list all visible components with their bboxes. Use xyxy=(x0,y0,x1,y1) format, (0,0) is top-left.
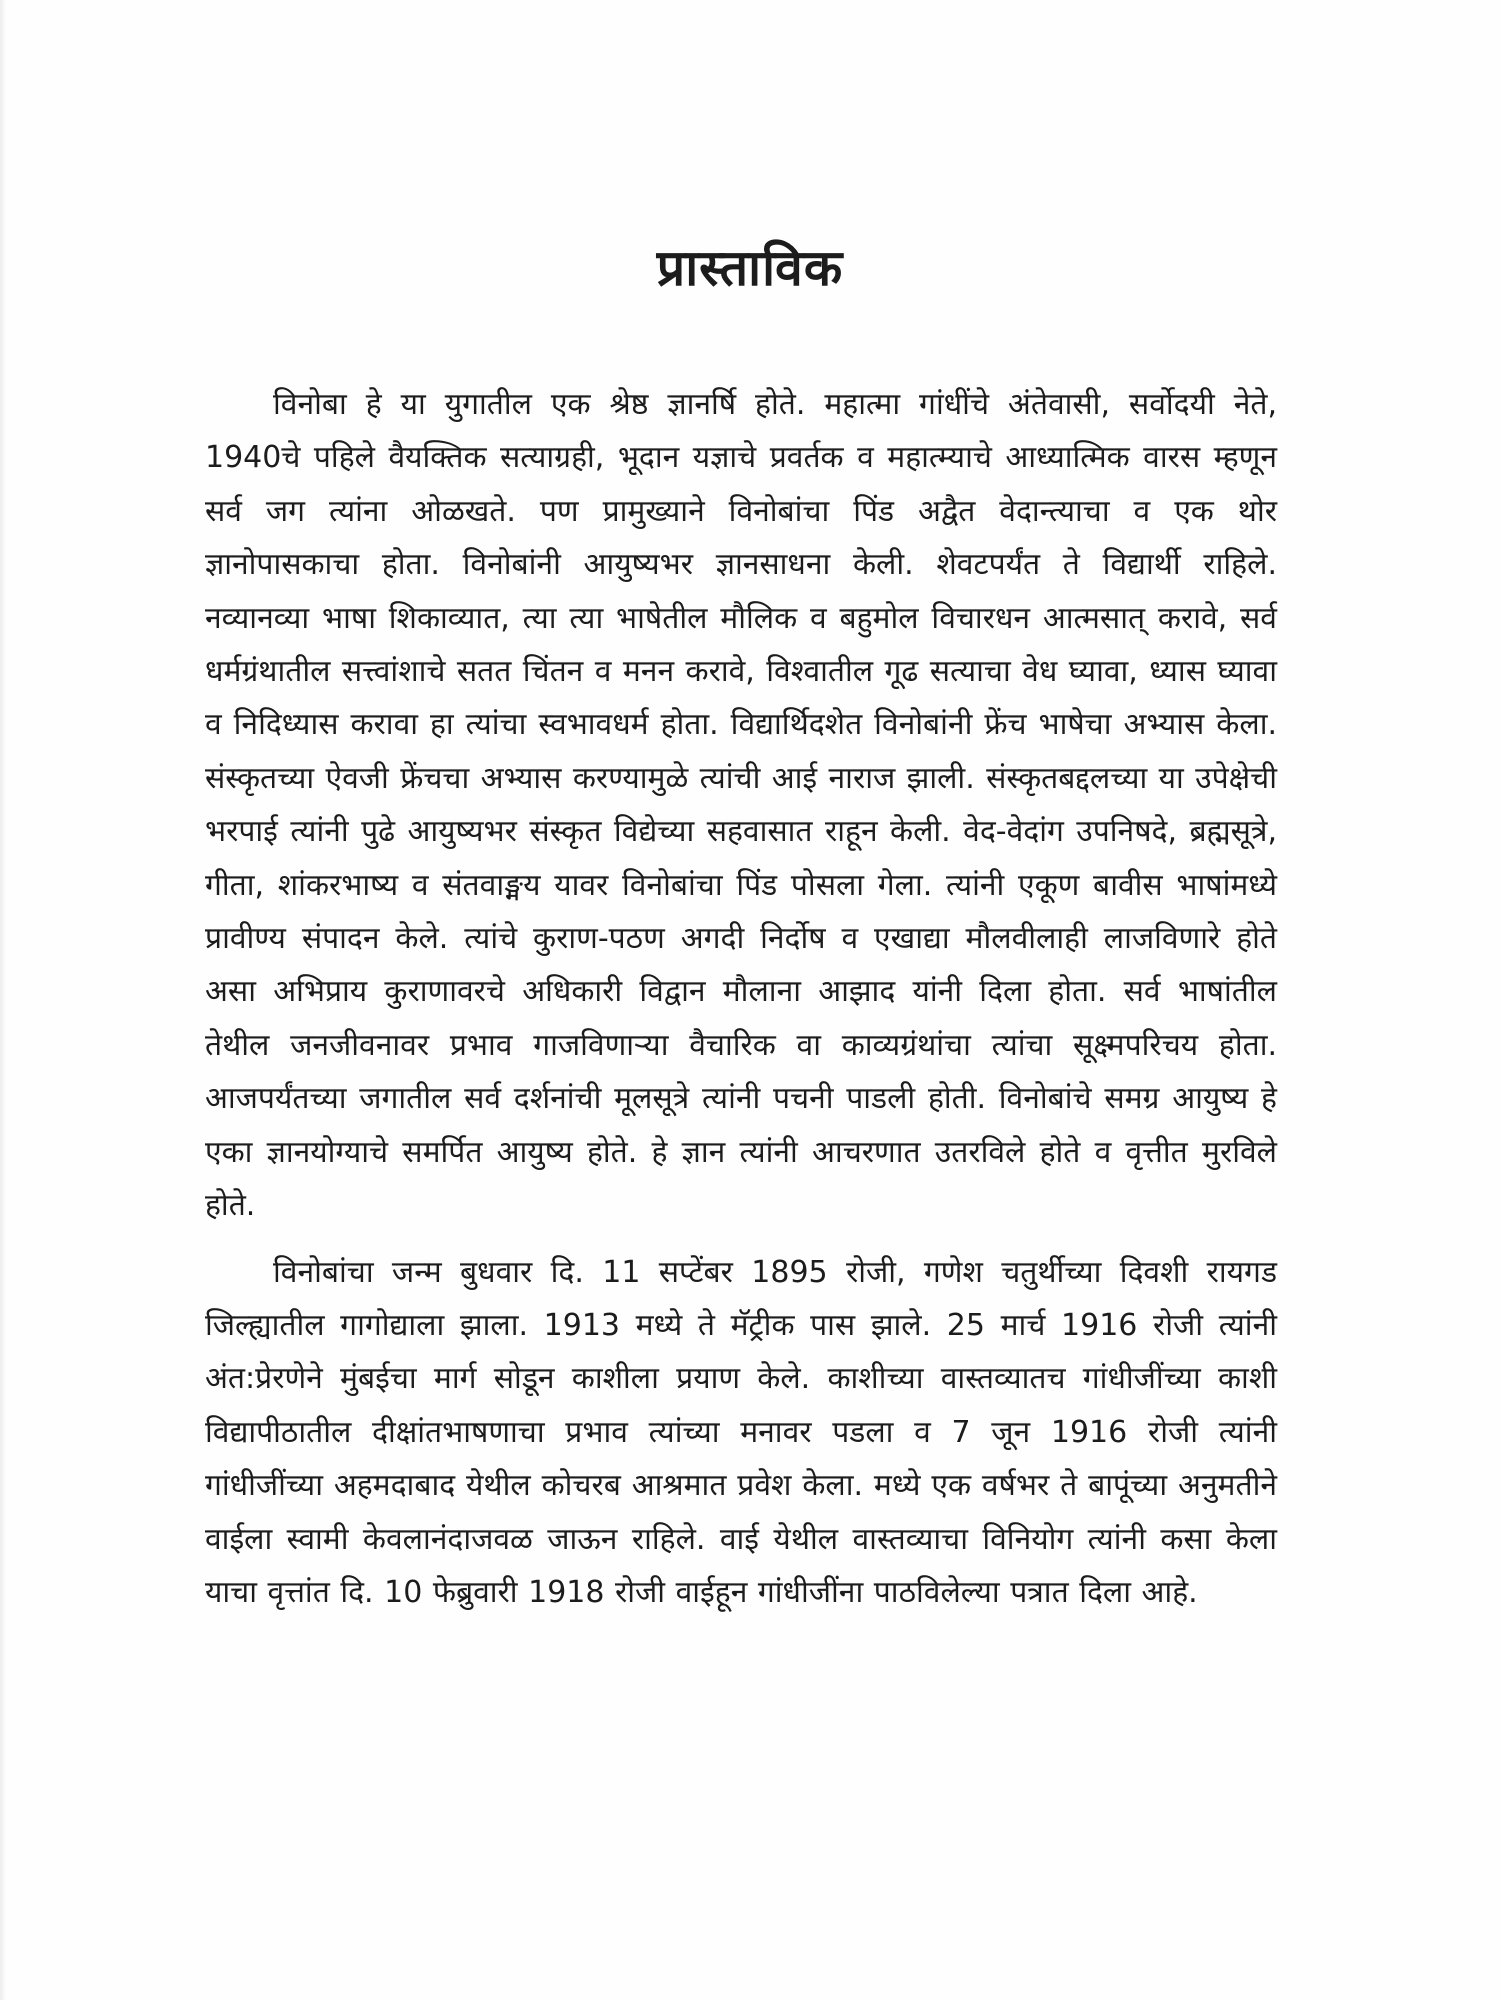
paragraph-2: विनोबांचा जन्म बुधवार दि. 11 सप्टेंबर 1895 रोजी, गणेश चतुर्थीच्या दिवशी रायगड जिल्ह्यातील गागोद्याला झाला. 1913 मध्ये ते मॅट्रीक पास झाले. 25 मार्च 1916 रोजी त्यांनी अंत:प्रेरणेने मुंबईचा मार्ग सोडून काशीला प्रयाण केले. काशीच्या वास्तव्यातच गांधीजींच्या काशी विद्यापीठातील दीक्षांतभाषणाचा प्रभाव त्यांच्या मनावर पडला व 7 जून 1916 रोजी त्यांनी गांधीजींच्या अहमदाबाद येथील कोचरब आश्रमात प्रवेश केला. मध्ये एक वर्षभर ते बापूंच्या अनुमतीने वाईला स्वामी केवलानंदाजवळ जाऊन राहिले. वाई येथील वास्तव्याचा विनियोग त्यांनी कसा केला याचा वृत्तांत दि. 10 फेब्रुवारी 1918 रोजी वाईहून गांधीजींना पाठविलेल्या पत्रात दिला आहे. xyxy=(205,1254,1277,1610)
body-text xyxy=(205,378,1277,1632)
scan-shadow-edge xyxy=(0,0,6,2000)
page-title: प्रास्ताविक xyxy=(656,239,844,297)
paragraph-1: विनोबा हे या युगातील एक श्रेष्ठ ज्ञानर्षि होते. महात्मा गांधींचे अंतेवासी, सर्वोदयी नेते, 1940चे पहिले वैयक्तिक सत्याग्रही, भूदान यज्ञाचे प्रवर्तक व महात्म्याचे आध्यात्मिक वारस म्हणून सर्व जग त्यांना ओळखते. पण प्रामुख्याने विनोबांचा पिंड अद्वैत वेदान्त्याचा व एक थोर ज्ञानोपासकाचा होता. विनोबांनी आयुष्यभर ज्ञानसाधना केली. शेवटपर्यंत ते विद्यार्थी राहिले. नव्यानव्या भाषा शिकाव्यात, त्या त्या भाषेतील मौलिक व बहुमोल विचारधन आत्मसात् करावे, सर्व धर्मग्रंथातील सत्त्वांशाचे सतत चिंतन व मनन करावे, विश्वातील गूढ सत्याचा वेध घ्यावा, ध्यास घ्यावा व निदिध्यास करावा हा त्यांचा स्वभावधर्म होता. विद्यार्थिदशेत विनोबांनी फ्रेंच भाषेचा अभ्यास केला. संस्कृतच्या ऐवजी फ्रेंचचा अभ्यास करण्यामुळे त्यांची आई नाराज झाली. संस्कृतबद्दलच्या या उपेक्षेची भरपाई त्यांनी पुढे आयुष्यभर संस्कृत विद्येच्या सहवासात राहून केली. वेद-वेदांग उपनिषदे, ब्रह्मसूत्रे, गीता, शांकरभाष्य व संतवाङ्मय यावर विनोबांचा पिंड पोसला गेला. त्यांनी एकूण बावीस भाषांमध्ये प्रावीण्य संपादन केले. त्यांचे कुराण-पठण अगदी निर्दोष व एखाद्या मौलवीलाही लाजविणारे होते असा अभिप्राय कुराणावरचे अधिकारी विद्वान मौलाना आझाद यांनी दिला होता. सर्व भाषांतील तेथील जनजीवनावर प्रभाव गाजविणाऱ्या वैचारिक वा काव्यग्रंथांचा त्यांचा सूक्ष्मपरिचय होता. आजपर्यंतच्या जगातील सर्व दर्शनांची मूलसूत्रे त्यांनी पचनी पाडली होती. विनोबांचे समग्र आयुष्य हे एका ज्ञानयोग्याचे समर्पित आयुष्य होते. हे ज्ञान त्यांनी आचरणात उतरविले होते व वृत्तीत मुरविले होते. xyxy=(205,387,1277,1224)
